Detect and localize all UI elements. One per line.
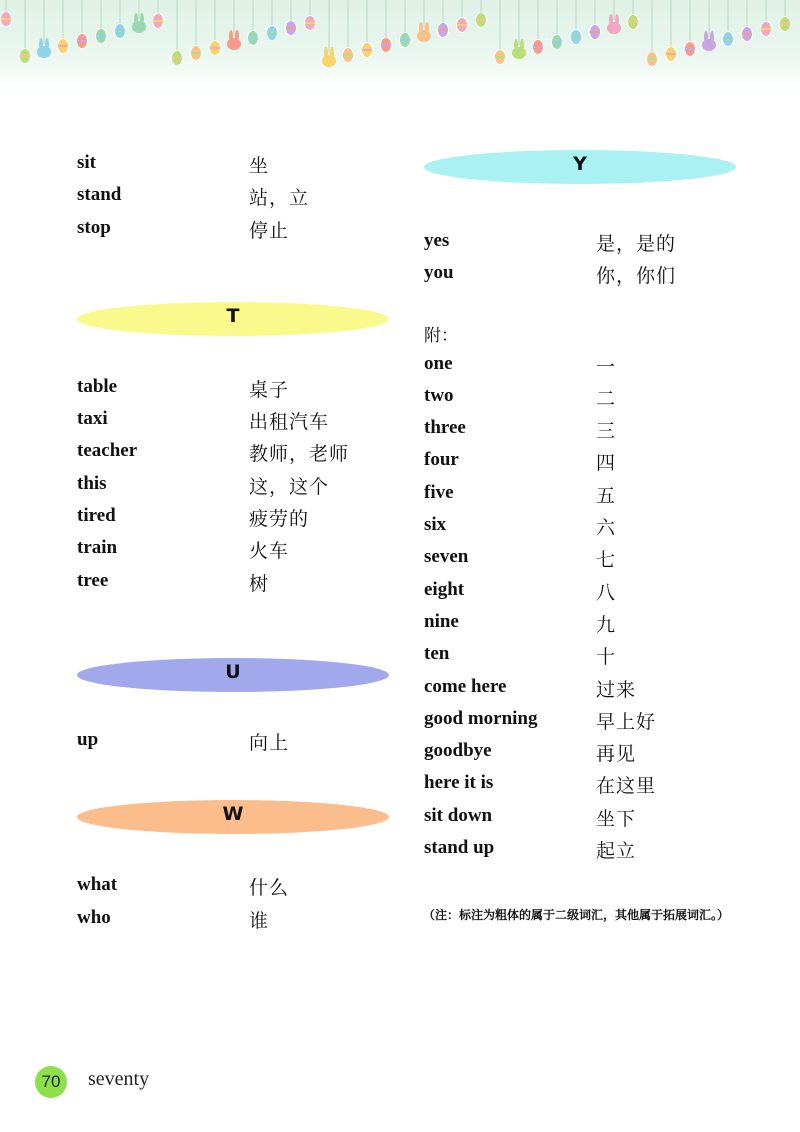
section-letter: W [222, 803, 244, 826]
english-word: sit [77, 152, 96, 173]
vocab-row [77, 503, 407, 535]
chinese-meaning: 站，立 [249, 187, 310, 210]
chinese-meaning: 树 [249, 572, 270, 595]
english-word: this [77, 472, 107, 494]
section-header-y [424, 150, 754, 184]
vocab-group-y [424, 228, 754, 293]
section-header-u [77, 658, 407, 692]
english-word: teacher [77, 440, 138, 462]
vocab-row [424, 447, 754, 479]
chinese-meaning: 五 [596, 484, 617, 507]
left-column [77, 150, 407, 937]
vocabulary-note: （注：标注为粗体的属于二级词汇，其他属于拓展词汇。） [423, 908, 730, 922]
chinese-meaning: 什么 [249, 877, 290, 900]
vocab-group-u [77, 727, 407, 759]
chinese-meaning: 向上 [249, 731, 290, 754]
chinese-meaning: 出租汽车 [249, 411, 330, 434]
vocab-row [424, 835, 754, 867]
english-word: stand up [424, 837, 495, 859]
chinese-meaning: 起立 [596, 840, 637, 863]
english-word: stop [77, 216, 111, 238]
chinese-meaning: 九 [596, 613, 617, 636]
chinese-meaning: 谁 [249, 909, 270, 932]
english-word: sit down [424, 804, 493, 826]
english-word: what [77, 874, 118, 896]
vocab-group-s [77, 150, 407, 247]
vocab-row [424, 577, 754, 609]
chinese-meaning: 是，是的 [596, 233, 677, 255]
right-column [424, 150, 754, 867]
english-word: yes [424, 230, 450, 251]
chinese-meaning: 七 [596, 549, 617, 572]
english-word: three [424, 417, 466, 439]
english-word: here it is [424, 772, 494, 794]
vocab-row [77, 905, 407, 937]
english-word: stand [77, 184, 122, 206]
chinese-meaning: 你，你们 [596, 265, 677, 288]
chinese-meaning: 坐 [249, 155, 270, 177]
english-word: nine [424, 610, 459, 632]
english-word: train [77, 537, 118, 559]
chinese-meaning: 四 [596, 452, 617, 475]
chinese-meaning: 一 [596, 355, 617, 378]
english-word: taxi [77, 408, 108, 430]
english-word: you [424, 262, 454, 284]
english-word: good morning [424, 707, 538, 729]
section-letter: Y [573, 153, 587, 175]
english-word: tired [77, 505, 116, 527]
vocab-row [77, 406, 407, 438]
vocab-row [77, 438, 407, 470]
english-word: goodbye [424, 740, 492, 762]
vocab-row [77, 471, 407, 503]
chinese-meaning: 六 [596, 517, 617, 540]
vocab-row [424, 738, 754, 770]
vocab-row [424, 641, 754, 673]
chinese-meaning: 二 [596, 387, 617, 410]
chinese-meaning: 火车 [249, 540, 290, 563]
vocab-row [77, 872, 407, 904]
chinese-meaning: 过来 [596, 678, 637, 701]
english-word: table [77, 375, 118, 397]
vocab-row [424, 512, 754, 544]
chinese-meaning: 坐下 [596, 807, 637, 830]
chinese-meaning: 十 [596, 646, 617, 669]
appendix-label: 附： [424, 325, 458, 346]
vocab-group-t [77, 374, 407, 600]
chinese-meaning: 八 [596, 581, 617, 604]
english-word: two [424, 384, 454, 406]
chinese-meaning: 教师，老师 [249, 443, 350, 466]
vocab-row [424, 609, 754, 641]
chinese-meaning: 这，这个 [249, 475, 330, 498]
english-word: eight [424, 578, 465, 600]
section-letter: U [225, 660, 241, 683]
english-word: ten [424, 643, 450, 665]
vocab-row [77, 182, 407, 214]
vocab-row [77, 568, 407, 600]
easter-egg-garland-decoration [0, 0, 800, 92]
vocab-row [424, 351, 754, 383]
appendix-list [424, 351, 754, 868]
english-word: six [424, 514, 447, 536]
chinese-meaning: 早上好 [596, 710, 657, 733]
vocab-row [424, 674, 754, 706]
vocab-row [424, 803, 754, 835]
vocab-row [77, 215, 407, 247]
page-number-badge: 70 [35, 1066, 67, 1098]
vocab-row [77, 374, 407, 406]
vocab-group-w [77, 872, 407, 937]
chinese-meaning: 停止 [249, 219, 290, 242]
vocab-row [424, 228, 754, 260]
section-letter: T [226, 304, 240, 327]
english-word: tree [77, 569, 109, 591]
chinese-meaning: 三 [596, 420, 617, 443]
page-number-word: seventy [88, 1068, 150, 1090]
vocab-row [424, 706, 754, 738]
decorative-banner [0, 0, 800, 92]
vocab-row [77, 150, 407, 182]
english-word: up [77, 728, 99, 750]
vocab-row [424, 383, 754, 415]
english-word: one [424, 352, 453, 374]
chinese-meaning: 疲劳的 [249, 508, 310, 531]
chinese-meaning: 再见 [596, 743, 637, 766]
section-header-w [77, 800, 407, 834]
english-word: four [424, 449, 459, 471]
english-word: seven [424, 546, 469, 568]
chinese-meaning: 桌子 [249, 378, 290, 401]
english-word: who [77, 906, 111, 928]
english-word: five [424, 481, 454, 503]
section-header-t [77, 302, 407, 336]
vocab-row [77, 727, 407, 759]
vocab-row [77, 535, 407, 567]
english-word: come here [424, 675, 507, 697]
chinese-meaning: 在这里 [596, 775, 657, 798]
vocab-row [424, 260, 754, 292]
vocab-row [424, 480, 754, 512]
vocab-row [424, 770, 754, 802]
vocab-row [424, 544, 754, 576]
vocab-row [424, 415, 754, 447]
